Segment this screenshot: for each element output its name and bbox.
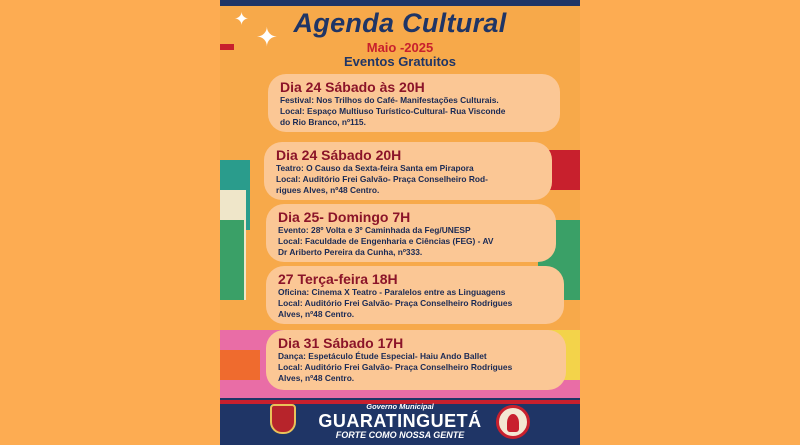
event-line: rigues Alves, nº48 Centro.: [276, 185, 380, 195]
decor-strip: [220, 220, 244, 300]
event-line: Evento: 28º Volta e 3º Caminhada da Feg/UNESP: [278, 225, 471, 235]
event-line: Dr Ariberto Pereira da Cunha, nº333.: [278, 247, 423, 257]
event-line: Local: Espaço Multiuso Turístico-Cultural- Rua Visconde: [280, 106, 506, 116]
agenda-poster: [220, 0, 580, 445]
event-heading: Dia 24 Sábado às 20H: [280, 79, 425, 95]
event-line: Local: Auditório Frei Galvão- Praça Conselheiro Rodrigues: [278, 362, 513, 372]
poster-subtitle: Eventos Gratuitos: [344, 54, 456, 69]
event-card: [264, 142, 552, 200]
event-card: [266, 204, 556, 262]
poster-title: Agenda Cultural: [293, 8, 507, 38]
event-line: Local: Auditório Frei Galvão- Praça Conselheiro Rod-: [276, 174, 488, 184]
star-icon: ✦: [256, 22, 278, 52]
event-line: Alves, nº48 Centro.: [278, 373, 355, 383]
event-heading: Dia 24 Sábado 20H: [276, 147, 402, 163]
event-line: Local: Faculdade de Engenharia e Ciências (FEG) - AV: [278, 236, 494, 246]
event-line: Teatro: O Causo da Sexta-feira Santa em Pirapora: [276, 163, 474, 173]
footer-slogan: FORTE COMO NOSSA GENTE: [335, 430, 465, 440]
event-heading: Dia 25- Domingo 7H: [278, 209, 411, 225]
event-heading: Dia 31 Sábado 17H: [278, 335, 404, 351]
event-heading: 27 Terça-feira 18H: [278, 271, 398, 287]
event-line: Oficina: Cinema X Teatro - Paralelos entre as Linguagens: [278, 287, 506, 297]
event-line: Local: Auditório Frei Galvão- Praça Conselheiro Rodrigues: [278, 298, 513, 308]
event-line: Alves, nº48 Centro.: [278, 309, 355, 319]
event-card: [268, 74, 560, 132]
star-icon: ✦: [234, 9, 250, 29]
footer-government: Governo Municipal: [366, 402, 434, 411]
event-line: do Rio Branco, nº115.: [280, 117, 366, 127]
decor-strip: [220, 350, 260, 380]
decor-strip: [220, 0, 580, 6]
event-line: Dança: Espetáculo Étude Especial- Haiu Ando Ballet: [278, 351, 487, 361]
event-line: Festival: Nos Trilhos do Café- Manifestações Culturais.: [280, 95, 499, 105]
event-card: [266, 330, 566, 390]
event-card: [266, 266, 564, 324]
poster-month: Maio -2025: [366, 40, 434, 55]
footer-city: GUARATINGUETÁ: [318, 411, 482, 431]
